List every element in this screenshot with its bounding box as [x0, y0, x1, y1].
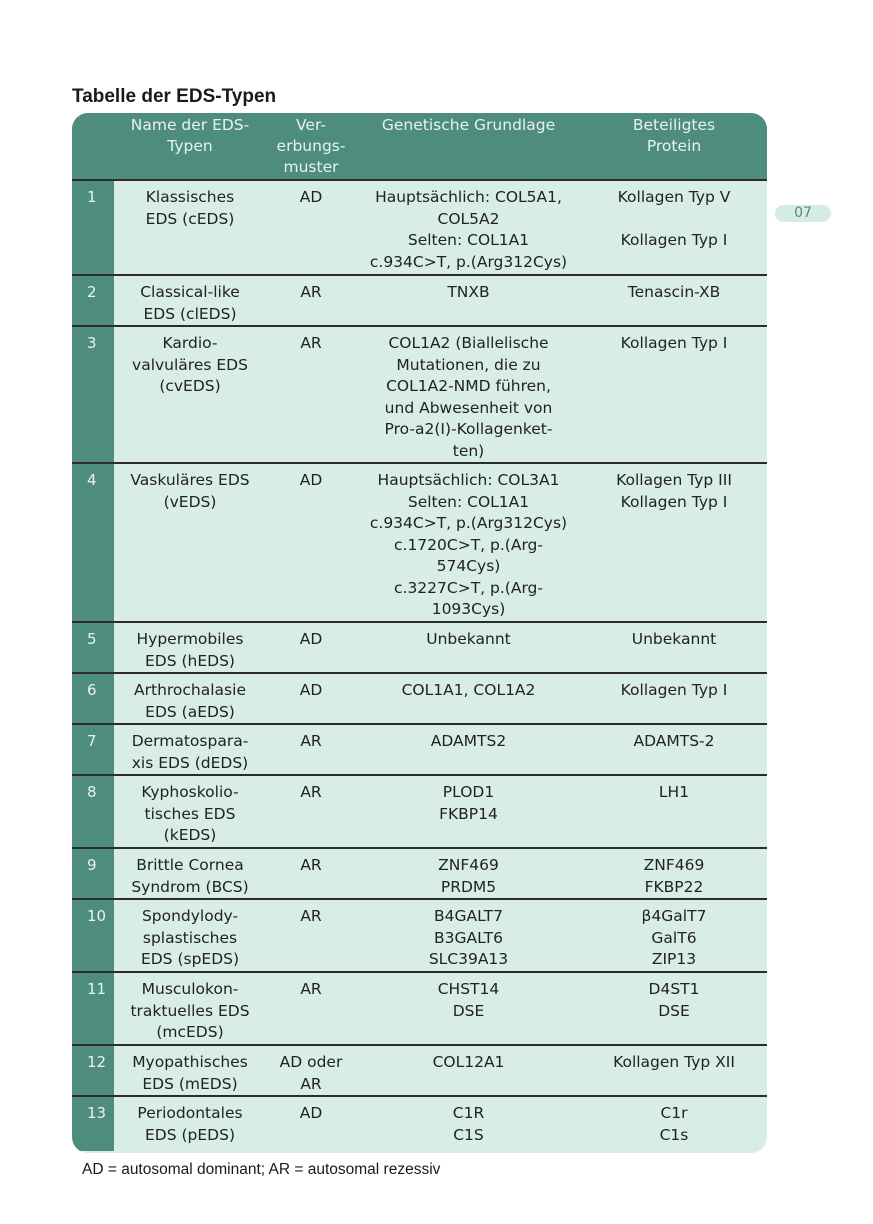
protein-cell	[581, 463, 767, 622]
inheritance-pattern-cell	[266, 972, 356, 1045]
inheritance-pattern-line: AR	[300, 283, 322, 301]
eds-type-name-line: EDS (pEDS)	[145, 1125, 235, 1144]
header-protein	[581, 113, 767, 180]
protein-line: D4ST1	[648, 980, 700, 998]
genetic-basis-cell	[356, 463, 581, 622]
protein-line: FKBP22	[644, 877, 704, 896]
protein-line: β4GalT7	[641, 907, 707, 925]
protein-line: Tenascin-XB	[627, 283, 721, 301]
row-number: 9	[72, 848, 114, 899]
genetic-basis-line: c.1720C>T, p.(Arg-	[394, 535, 543, 554]
row-number: 7	[72, 724, 114, 775]
table-row	[72, 724, 767, 775]
row-number: 10	[72, 899, 114, 972]
row-number: 6	[72, 673, 114, 724]
protein-cell	[581, 972, 767, 1045]
inheritance-pattern-line: AD	[299, 188, 323, 206]
inheritance-pattern-cell	[266, 463, 356, 622]
inheritance-pattern-cell	[266, 180, 356, 275]
protein-line	[585, 209, 763, 231]
protein-cell	[581, 848, 767, 899]
table-row	[72, 463, 767, 622]
protein-line: Kollagen Typ I	[620, 681, 728, 699]
genetic-basis-line: COL5A2	[437, 209, 500, 228]
genetic-basis-line: COL1A1, COL1A2	[401, 681, 536, 699]
genetic-basis-line: CHST14	[437, 980, 500, 998]
inheritance-pattern-line: AR	[300, 980, 322, 998]
eds-type-name-line: (vEDS)	[163, 492, 217, 511]
genetic-basis-line: PRDM5	[440, 877, 497, 896]
eds-type-name-line: Vaskuläres EDS	[130, 471, 250, 489]
table-body	[72, 180, 767, 1151]
inheritance-pattern-cell	[266, 673, 356, 724]
eds-type-name-line: Kyphoskolio-	[141, 783, 239, 801]
header-inheritance-line: muster	[283, 158, 339, 176]
eds-type-name-line: EDS (cEDS)	[145, 209, 235, 228]
eds-types-table	[72, 113, 767, 1153]
inheritance-pattern-cell	[266, 275, 356, 326]
inheritance-pattern-cell	[266, 899, 356, 972]
protein-line: Kollagen Typ I	[620, 492, 728, 511]
genetic-basis-cell	[356, 673, 581, 724]
protein-line: Kollagen Typ III	[616, 471, 732, 489]
inheritance-pattern-line: AR	[300, 732, 322, 750]
inheritance-pattern-line: AR	[300, 783, 322, 801]
table-row	[72, 180, 767, 275]
table-row	[72, 1045, 767, 1096]
legend-footnote: AD = autosomal dominant; AR = autosomal rezessiv	[82, 1161, 441, 1178]
protein-line: Kollagen Typ V	[617, 188, 731, 206]
genetic-basis-line: c.3227C>T, p.(Arg-	[394, 578, 543, 597]
eds-type-name-cell	[114, 180, 266, 275]
genetic-basis-cell	[356, 1045, 581, 1096]
protein-line: ADAMTS-2	[633, 732, 715, 750]
table-row	[72, 673, 767, 724]
inheritance-pattern-cell	[266, 622, 356, 673]
eds-type-name-cell	[114, 275, 266, 326]
eds-type-name-line: traktuelles EDS	[130, 1001, 250, 1020]
inheritance-pattern-line: AD	[299, 471, 323, 489]
genetic-basis-line: TNXB	[447, 283, 490, 301]
inheritance-pattern-cell	[266, 775, 356, 848]
protein-line: C1r	[660, 1104, 688, 1122]
genetic-basis-cell	[356, 326, 581, 463]
genetic-basis-line: Hauptsächlich: COL3A1	[377, 471, 560, 489]
eds-type-name-line: Periodontales	[137, 1104, 243, 1122]
row-number: 5	[72, 622, 114, 673]
protein-cell	[581, 275, 767, 326]
eds-type-name-line: valvuläres EDS	[132, 355, 248, 374]
eds-type-name-cell	[114, 463, 266, 622]
protein-cell	[581, 899, 767, 972]
genetic-basis-cell	[356, 899, 581, 972]
genetic-basis-line: c.934C>T, p.(Arg312Cys)	[369, 252, 568, 271]
genetic-basis-line: B4GALT7	[434, 907, 503, 925]
genetic-basis-line: Hauptsächlich: COL5A1,	[375, 188, 562, 206]
genetic-basis-line: B3GALT6	[434, 928, 503, 947]
eds-type-name-line: splastisches	[142, 928, 238, 947]
page-number-tab: 07	[775, 205, 831, 222]
row-number: 11	[72, 972, 114, 1045]
protein-cell	[581, 673, 767, 724]
genetic-basis-line: ADAMTS2	[430, 732, 507, 750]
eds-type-name-line: (cvEDS)	[159, 377, 221, 395]
genetic-basis-line: SLC39A13	[428, 950, 509, 968]
genetic-basis-line: DSE	[452, 1001, 485, 1020]
inheritance-pattern-cell	[266, 1096, 356, 1151]
eds-type-name-cell	[114, 775, 266, 848]
eds-type-name-line: EDS (mEDS)	[142, 1074, 238, 1093]
genetic-basis-line: 574Cys)	[436, 557, 501, 575]
header-inheritance-line: Ver-	[296, 116, 326, 134]
eds-type-name-cell	[114, 1045, 266, 1096]
genetic-basis-cell	[356, 622, 581, 673]
eds-type-name-line: Klassisches	[145, 188, 235, 206]
eds-type-name-line: Brittle Cornea	[136, 856, 244, 874]
header-protein-line: Beteiligtes	[632, 116, 716, 134]
genetic-basis-cell	[356, 180, 581, 275]
eds-type-name-line: Musculokon-	[141, 980, 239, 998]
eds-type-name-line: Spondylody-	[141, 907, 239, 925]
row-number: 13	[72, 1096, 114, 1151]
protein-cell	[581, 326, 767, 463]
inheritance-pattern-line: AD	[299, 681, 323, 699]
genetic-basis-line: ZNF469	[438, 856, 499, 874]
protein-cell	[581, 180, 767, 275]
protein-line: ZNF469	[643, 856, 705, 874]
eds-type-name-line: tisches EDS	[144, 804, 236, 823]
table-row	[72, 972, 767, 1045]
protein-line: DSE	[658, 1001, 690, 1020]
protein-cell	[581, 1096, 767, 1151]
table-row	[72, 1096, 767, 1151]
genetic-basis-cell	[356, 848, 581, 899]
protein-line: Kollagen Typ I	[620, 334, 728, 352]
genetic-basis-cell	[356, 724, 581, 775]
genetic-basis-line: COL1A2 (Biallelische	[388, 334, 549, 352]
protein-cell	[581, 775, 767, 848]
inheritance-pattern-cell	[266, 1045, 356, 1096]
genetic-basis-line: Unbekannt	[426, 630, 511, 648]
row-number: 8	[72, 775, 114, 848]
header-name-line: Name der EDS-	[130, 116, 250, 134]
table-row	[72, 622, 767, 673]
genetic-basis-line: C1R	[452, 1104, 485, 1122]
protein-line: Kollagen Typ XII	[613, 1053, 735, 1071]
table-row	[72, 899, 767, 972]
row-number: 3	[72, 326, 114, 463]
genetic-basis-line: COL12A1	[432, 1053, 505, 1071]
eds-type-name-line: EDS (aEDS)	[145, 702, 235, 721]
inheritance-pattern-line: AD	[299, 1104, 323, 1122]
eds-type-name-cell	[114, 972, 266, 1045]
genetic-basis-line: 1093Cys)	[431, 600, 506, 618]
table-row	[72, 848, 767, 899]
eds-type-name-line: Dermatospara-	[131, 732, 249, 750]
protein-line: GalT6	[651, 928, 697, 947]
inheritance-pattern-line: AR	[300, 334, 322, 352]
eds-type-name-cell	[114, 622, 266, 673]
header-protein-line: Protein	[646, 137, 702, 155]
genetic-basis-cell	[356, 275, 581, 326]
genetic-basis-line: c.934C>T, p.(Arg312Cys)	[369, 514, 568, 532]
row-number: 4	[72, 463, 114, 622]
header-genetics-line: Genetische Grundlage	[381, 116, 556, 134]
protein-line: ZIP13	[651, 950, 697, 968]
eds-type-name-line: Arthrochalasie	[134, 681, 246, 699]
inheritance-pattern-line: AR	[300, 856, 322, 874]
eds-type-name-line: Myopathisches	[132, 1053, 248, 1071]
genetic-basis-line: Selten: COL1A1	[407, 231, 530, 249]
header-name-line: Typen	[167, 137, 213, 155]
genetic-basis-line: Mutationen, die zu	[396, 355, 541, 374]
inheritance-pattern-cell	[266, 848, 356, 899]
genetic-basis-cell	[356, 1096, 581, 1151]
eds-type-name-line: EDS (spEDS)	[140, 950, 240, 968]
header-inheritance	[266, 113, 356, 180]
inheritance-pattern-line: AD oder	[279, 1053, 343, 1071]
header-name	[114, 113, 266, 180]
eds-type-name-line: EDS (clEDS)	[143, 304, 237, 323]
genetic-basis-line: COL1A2-NMD führen,	[386, 377, 551, 395]
protein-cell	[581, 724, 767, 775]
eds-type-name-line: xis EDS (dEDS)	[131, 753, 249, 772]
table-row	[72, 275, 767, 326]
row-number: 2	[72, 275, 114, 326]
genetic-basis-line: Selten: COL1A1	[407, 492, 530, 511]
eds-type-name-line: (mcEDS)	[156, 1023, 224, 1041]
row-number: 1	[72, 180, 114, 275]
table-row	[72, 326, 767, 463]
protein-line: Kollagen Typ I	[620, 231, 728, 249]
eds-type-name-line: Hypermobiles	[136, 630, 244, 648]
protein-cell	[581, 1045, 767, 1096]
genetic-basis-line: und Abwesenheit von	[384, 398, 553, 417]
eds-type-name-line: EDS (hEDS)	[145, 651, 235, 670]
eds-type-name-cell	[114, 899, 266, 972]
inheritance-pattern-cell	[266, 724, 356, 775]
inheritance-pattern-line: AR	[300, 907, 322, 925]
header-genetics	[356, 113, 581, 180]
eds-type-name-cell	[114, 1096, 266, 1151]
genetic-basis-line: Pro-a2(I)-Kollagenket-	[384, 420, 553, 438]
table-header-row	[72, 113, 767, 180]
eds-type-name-cell	[114, 326, 266, 463]
inheritance-pattern-line: AD	[299, 630, 323, 648]
table-row	[72, 775, 767, 848]
protein-line: LH1	[658, 783, 690, 801]
header-number	[72, 113, 114, 180]
eds-type-name-line: Syndrom (BCS)	[131, 877, 249, 896]
genetic-basis-line: FKBP14	[439, 804, 498, 823]
genetic-basis-cell	[356, 972, 581, 1045]
eds-type-name-line: Kardio-	[162, 334, 218, 352]
row-number: 12	[72, 1045, 114, 1096]
table-title: Tabelle der EDS-Typen	[72, 86, 277, 107]
eds-type-name-cell	[114, 673, 266, 724]
genetic-basis-line: ten)	[452, 441, 485, 460]
eds-type-name-cell	[114, 724, 266, 775]
eds-type-name-line: Classical-like	[140, 283, 240, 301]
inheritance-pattern-line: AR	[300, 1074, 322, 1093]
genetic-basis-cell	[356, 775, 581, 848]
protein-cell	[581, 622, 767, 673]
protein-line: Unbekannt	[631, 630, 717, 648]
eds-type-name-line: (kEDS)	[163, 826, 217, 844]
genetic-basis-line: PLOD1	[442, 783, 495, 801]
protein-line: C1s	[659, 1125, 689, 1144]
eds-type-name-cell	[114, 848, 266, 899]
header-inheritance-line: erbungs-	[276, 137, 346, 155]
genetic-basis-line: C1S	[453, 1125, 484, 1144]
inheritance-pattern-cell	[266, 326, 356, 463]
